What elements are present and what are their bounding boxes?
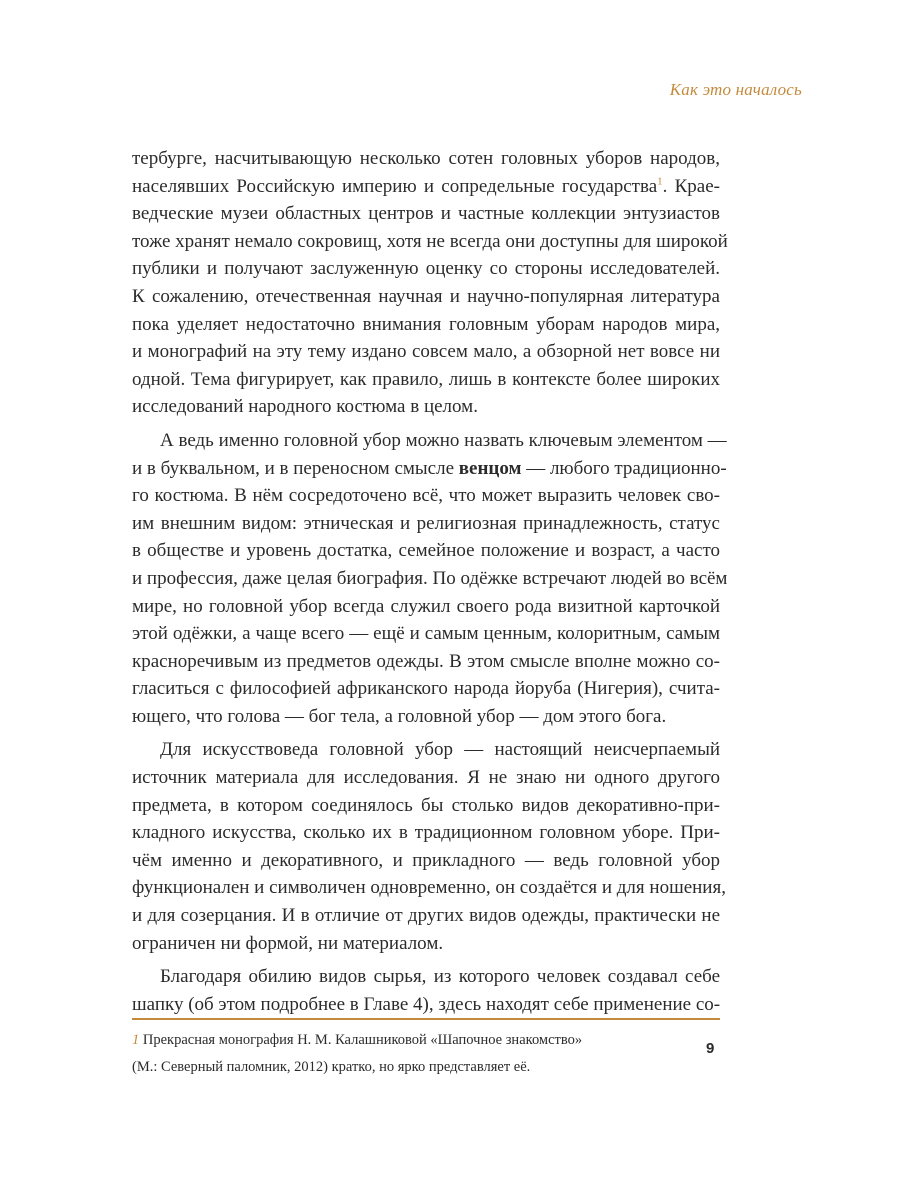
text-line: в обществе и уровень достатка, семейное положение и возраст, а часто <box>132 540 720 562</box>
text-line: пока уделяет недостаточно внимания головным уборам народов мира, <box>132 313 720 335</box>
text-line: ющего, что голова — бог тела, а головной убор — дом этого бога. <box>132 705 667 727</box>
text-line: одной. Тема фигурирует, как правило, лишь в контексте более широких <box>132 368 720 390</box>
text-line: публики и получают заслуженную оценку со стороны исследователей. <box>132 258 720 280</box>
footnote-text: Прекрасная монография Н. М. Калашниковой «Шапочное знакомство» <box>139 1032 583 1048</box>
text-line: предмета, в котором соединялось бы столько видов декоративно-при- <box>132 794 720 816</box>
text-line: гласиться с философией африканского народа йоруба (Нигерия), счита- <box>132 678 720 700</box>
text-line <box>132 455 727 483</box>
text-line: мире, но головной убор всегда служил своего рода визитной карточкой <box>132 595 720 617</box>
text-line: шапку (об этом подробнее в Главе 4), здесь находят себе применение со- <box>132 993 721 1015</box>
footnote-ref[interactable]: 1 <box>657 175 663 188</box>
text-line: исследований народного костюма в целом. <box>132 396 478 418</box>
text-line: чём именно и декоративного, и прикладного — ведь головной убор <box>132 849 720 871</box>
text-line: ограничен ни формой, ни материалом. <box>132 932 444 954</box>
text-line: А ведь именно головной убор можно назвать ключевым элементом — <box>160 429 727 451</box>
paragraph-3 <box>132 736 726 957</box>
text-line: этой одёжки, а чаще всего — ещё и самым ценным, колоритным, самым <box>132 623 720 645</box>
text-line: Благодаря обилию видов сырья, из которого человек создавал себе <box>160 966 720 988</box>
text-line: кладного искусства, сколько их в традиционном головном уборе. При- <box>132 822 720 844</box>
footnote <box>132 1027 652 1081</box>
paragraph-2 <box>132 427 728 731</box>
body-text <box>132 145 728 1024</box>
running-header: Как это началось <box>669 80 802 99</box>
text-line: го костюма. В нём сосредоточено всё, что может выразить человек сво- <box>132 485 720 507</box>
text-line: источник материала для исследования. Я не знаю ни одного другого <box>132 767 720 789</box>
text-line: Для искусствоведа головной убор — настоящий неисчерпаемый <box>160 739 720 761</box>
text-line: тербурге, насчитывающую несколько сотен головных уборов народов, <box>132 148 720 169</box>
text-line: тоже хранят немало сокровищ, хотя не всегда они доступны для широкой <box>132 230 728 252</box>
text-line: функционален и символичен одновременно, он создаётся и для ношения, <box>132 877 726 899</box>
paragraph-1 <box>132 145 728 421</box>
text-fragment: — любого традиционно- <box>521 457 727 479</box>
footnote-line <box>132 1027 652 1054</box>
text-line <box>132 173 720 201</box>
text-line: К сожалению, отечественная научная и научно-популярная литература <box>132 285 720 307</box>
text-line: им внешним видом: этническая и религиозная принадлежность, статус <box>132 512 720 534</box>
text-line: красноречивым из предметов одежды. В этом смысле вполне можно со- <box>132 650 720 672</box>
text-line: ведческие музеи областных центров и частные коллекции энтузиастов <box>132 203 720 225</box>
bold-word: венцом <box>458 457 522 479</box>
text-fragment: . Крае- <box>662 175 720 197</box>
text-line: и монографий на эту тему издано совсем мало, а обзорной нет вовсе ни <box>132 341 720 363</box>
text-line: и для созерцания. И в отличие от других видов одежды, практически не <box>132 905 720 927</box>
text-line: и профессия, даже целая биография. По одёжке встречают людей во всём <box>132 567 728 589</box>
text-fragment: населявших Российскую империю и сопредельные государства <box>132 175 658 197</box>
footnote-number: 1 <box>132 1032 140 1048</box>
footnote-line: (М.: Северный паломник, 2012) кратко, но ярко представляет её. <box>132 1059 531 1075</box>
page-number: 9 <box>706 1040 715 1057</box>
paragraph-4 <box>132 963 720 1018</box>
text-fragment: и в буквальном, и в переносном смысле <box>132 457 459 479</box>
footnote-divider <box>132 1018 720 1020</box>
